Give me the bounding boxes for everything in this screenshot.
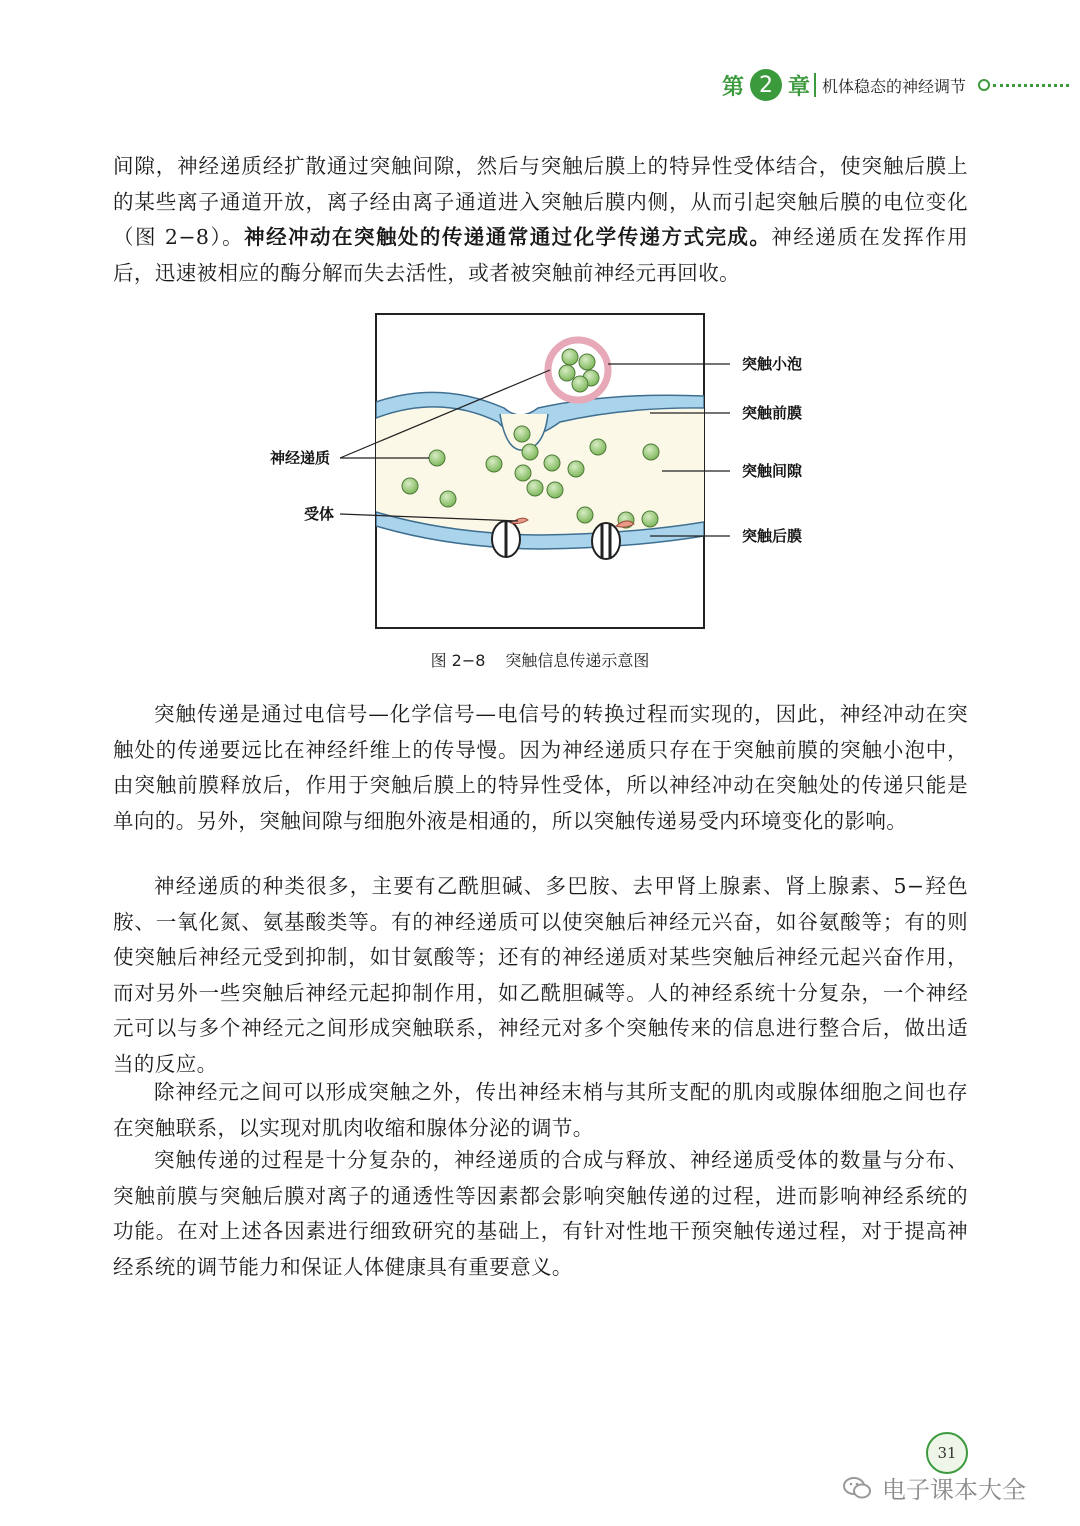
neurotransmitter bbox=[568, 461, 584, 477]
neurotransmitter bbox=[527, 480, 543, 496]
watermark bbox=[842, 1470, 1026, 1505]
neurotransmitter bbox=[577, 507, 593, 523]
paragraph-continued-text-end: 神经递质在发挥作用后，迅速被相应的酶分解而失去活性，或者被突触前神经元再回收。 bbox=[113, 225, 968, 285]
chapter-prefix: 第 bbox=[722, 74, 745, 100]
vesicle-transmitter bbox=[579, 354, 595, 370]
header-divider bbox=[814, 73, 816, 97]
neurotransmitter bbox=[544, 455, 560, 471]
vesicle-transmitter bbox=[559, 365, 575, 381]
watermark-text: 电子课本大全 bbox=[882, 1476, 1026, 1504]
paragraph: 除神经元之间可以形成突触之外，传出神经末梢与其所支配的肌肉或腺体细胞之间也存在突触联系，以实现对肌肉收缩和腺体分泌的调节。 bbox=[113, 1080, 968, 1140]
paragraph-continued bbox=[113, 149, 968, 291]
neurotransmitter bbox=[486, 456, 502, 472]
key-statement: 神经冲动在突触处的传递通常通过化学传递方式完成。 bbox=[244, 225, 772, 249]
figure-title: 突触信息传递示意图 bbox=[505, 651, 650, 670]
label-postsynaptic-membrane: 突触后膜 bbox=[742, 527, 803, 545]
chapter-number-badge: 2 bbox=[750, 69, 782, 101]
label-receptor: 受体 bbox=[304, 505, 335, 523]
neurotransmitter bbox=[515, 465, 531, 481]
page-number: 31 bbox=[926, 1432, 968, 1474]
running-header bbox=[722, 68, 1069, 102]
label-synaptic-vesicle: 突触小泡 bbox=[742, 355, 803, 373]
neurotransmitter bbox=[643, 444, 659, 460]
neurotransmitter bbox=[440, 491, 456, 507]
header-dotted-rule bbox=[993, 84, 1069, 87]
neurotransmitter bbox=[522, 444, 538, 460]
synapse-diagram bbox=[230, 310, 850, 640]
wechat-icon bbox=[842, 1475, 872, 1501]
neurotransmitter bbox=[402, 478, 418, 494]
label-synaptic-cleft: 突触间隙 bbox=[742, 462, 803, 480]
released-transmitter bbox=[514, 426, 530, 442]
neurotransmitter bbox=[429, 450, 445, 466]
vesicle-transmitter bbox=[562, 349, 578, 365]
paragraph: 神经递质的种类很多，主要有乙酰胆碱、多巴胺、去甲肾上腺素、肾上腺素、5−羟色胺、一氧化氮、氨基酸类等。有的神经递质可以使突触后神经元兴奋，如谷氨酸等；有的则使突触后神经元受到抑制，如甘氨酸等；还有的神经递质对某些突触后神经元起兴奋作用，而对另外一些突触后神经元起抑制作用，如乙酰胆碱等。人的神经系统十分复杂，一个神经元可以与多个神经元之间形成突触联系，神经元对多个突触传来的信息进行整合后，做出适当的反应。 bbox=[113, 874, 968, 1076]
header-circle-ornament bbox=[978, 79, 990, 91]
label-neurotransmitter: 神经递质 bbox=[270, 449, 331, 467]
paragraph: 突触传递是通过电信号—化学信号—电信号的转换过程而实现的，因此，神经冲动在突触处的传递要远比在神经纤维上的传导慢。因为神经递质只存在于突触前膜的突触小泡中，由突触前膜释放后，作用于突触后膜上的特异性受体，所以神经冲动在突触处的传递只能是单向的。另外，突触间隙与细胞外液是相通的，所以突触传递易受内环境变化的影响。 bbox=[113, 702, 968, 833]
label-presynaptic-membrane: 突触前膜 bbox=[742, 404, 803, 422]
neurotransmitter bbox=[642, 511, 658, 527]
paragraph: 突触传递的过程是十分复杂的，神经递质的合成与释放、神经递质受体的数量与分布、突触前膜与突触后膜对离子的通透性等因素都会影响突触传递的过程，进而影响神经系统的功能。在对上述各因素进行细致研究的基础上，有针对性地干预突触传递过程，对于提高神经系统的调节能力和保证人体健康具有重要意义。 bbox=[113, 1148, 968, 1279]
chapter-suffix: 章 bbox=[788, 74, 811, 100]
figure-number: 图 2−8 bbox=[430, 651, 486, 670]
neurotransmitter bbox=[590, 439, 606, 455]
paragraph-continued-text: 间隙，神经递质经扩散通过突触间隙，然后与突触后膜上的特异性受体结合，使突触后膜上的某些离子通道开放，离子经由离子通道进入突触后膜内侧，从而引起突触后膜的电位变化（图 2−8）。 bbox=[113, 154, 968, 249]
figure-caption bbox=[0, 648, 1080, 671]
vesicle-transmitter bbox=[572, 376, 588, 392]
neurotransmitter bbox=[547, 482, 563, 498]
chapter-title: 机体稳态的神经调节 bbox=[822, 76, 967, 96]
